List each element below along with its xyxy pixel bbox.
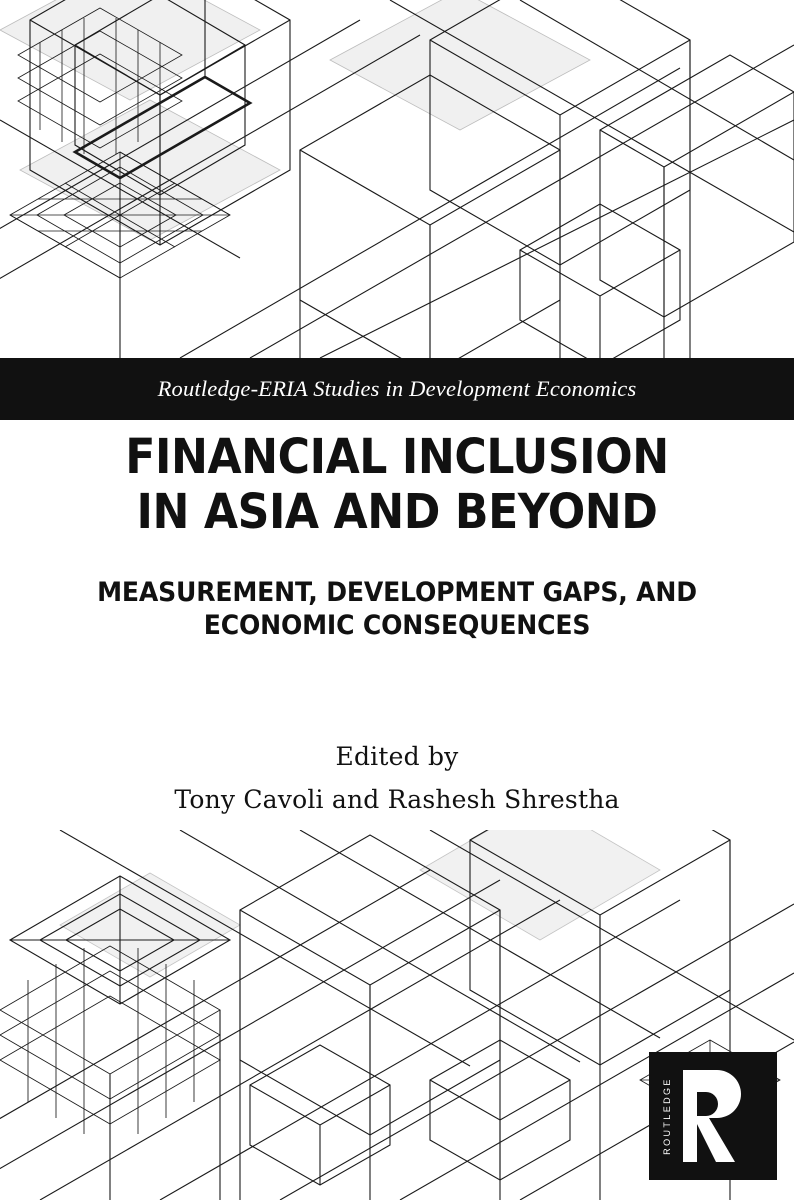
book-subtitle-line-2: ECONOMIC CONSEQUENCES [203,610,591,642]
book-subtitle-line-1: MEASUREMENT, DEVELOPMENT GAPS, AND [97,577,697,609]
series-title: Routledge-ERIA Studies in Development Economics [157,376,637,401]
isometric-line-pattern-top [0,0,794,358]
editor-names: Tony Cavoli and Rashesh Shrestha [174,785,620,814]
cover-artwork-top [0,0,794,358]
title-block [0,430,794,643]
book-title-line-2: IN ASIA AND BEYOND [136,483,658,540]
book-title-line-1: FINANCIAL INCLUSION [125,429,669,485]
series-band [0,358,794,420]
publisher-logo [649,1052,777,1180]
book-subtitle [90,577,704,643]
book-title [93,430,700,539]
editors-block [0,742,794,814]
edited-by-label: Edited by [335,742,459,771]
publisher-name: ROUTLEDGE [662,1077,672,1155]
routledge-r-logo-icon [675,1066,761,1171]
